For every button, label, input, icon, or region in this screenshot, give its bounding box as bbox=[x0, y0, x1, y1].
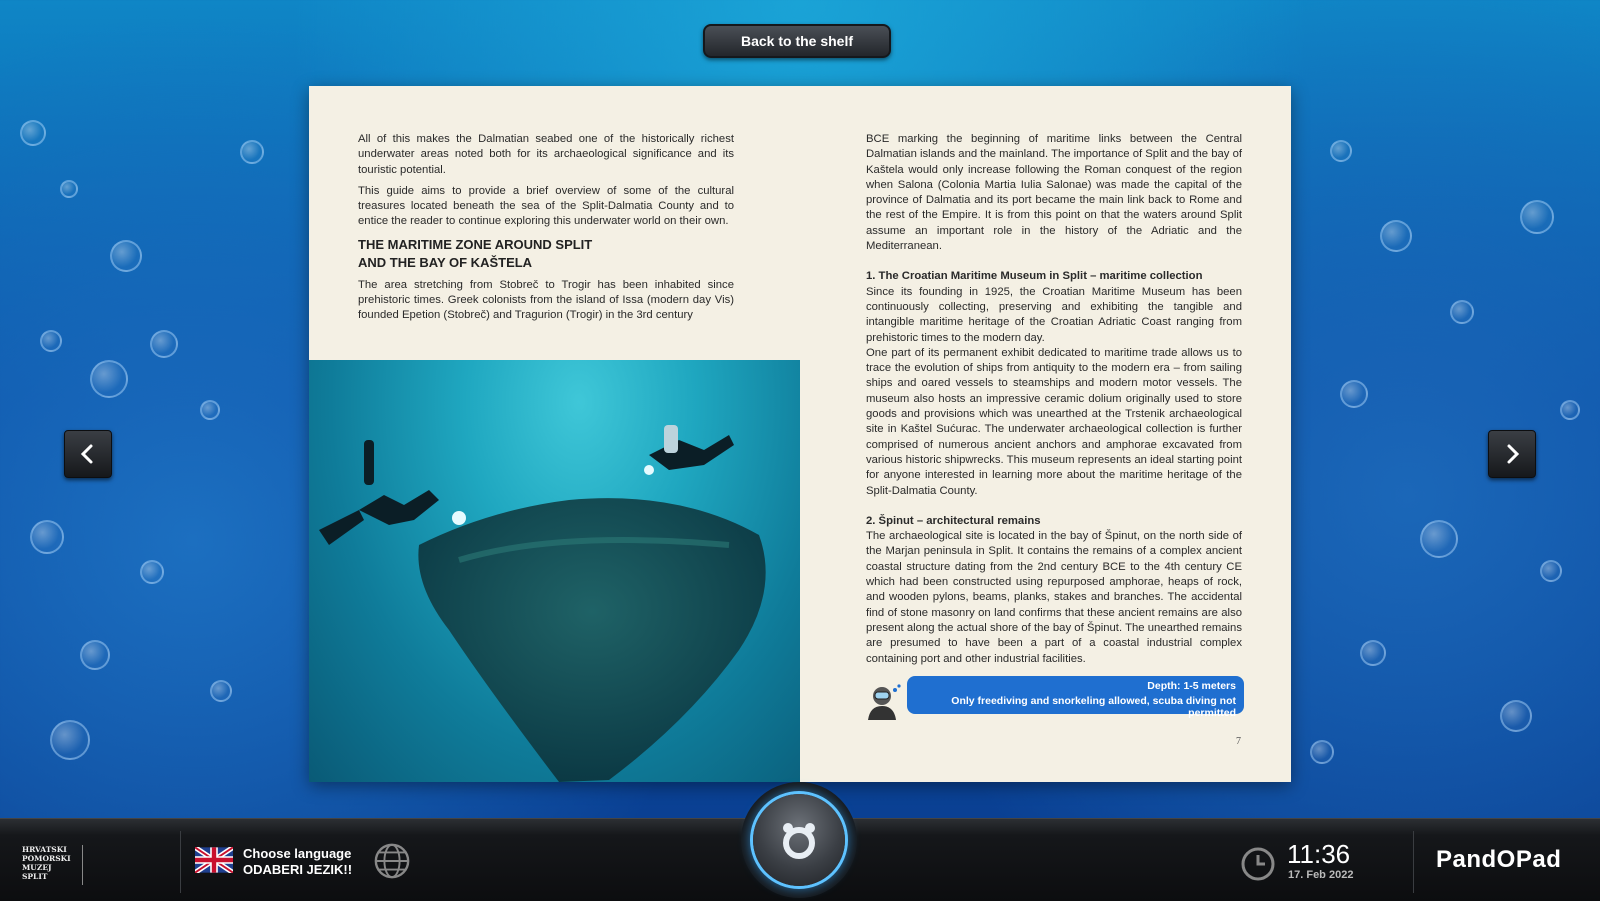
heading-line-1: THE MARITIME ZONE AROUND SPLIT bbox=[358, 236, 593, 252]
previous-page-button[interactable] bbox=[64, 430, 112, 478]
diving-rule: Only freediving and snorkeling allowed, scuba diving not permitted bbox=[951, 695, 1236, 719]
divider bbox=[180, 831, 181, 893]
right-paragraph-1: BCE marking the beginning of maritime links between the Central Dalmatian islands and the mainland. The importance of Split and the bay of Kaštela would only increase following the Roman conquest of the region when Salona (Colonia Martia Iulia Salonae) was made the capital of the province of Dalmatia and its port became the main link back to Rome and the rest of the Empire. It is from this point on that the waters around Split assume an important role in the history of the Adriatic and the Mediterranean. bbox=[866, 133, 1242, 253]
page-number: 7 bbox=[1236, 736, 1241, 747]
left-page bbox=[309, 86, 800, 782]
choose-language-label[interactable]: Choose language bbox=[243, 846, 352, 861]
section-1-title: 1. The Croatian Maritime Museum in Split – maritime collection bbox=[866, 270, 1203, 283]
section-2-paragraph-1: The archaeological site is located in the bay of Špinut, on the north side of the Marjan peninsula in Split. It contains the remains of a complex ancient coastal structure dating from the 2nd century BCE to the 4th century CE which had been constructed using repurposed amphorae, heaps of rock, and wooden pylons, beams, planks, stakes and branches. The accidental find of stone masonry on land confirms that these ancient remains are also present along the actual shore of the bay of Špinut. The unearthed remains are presumed to have been a part of a coastal industrial complex containing port and other industrial facilities. bbox=[866, 530, 1242, 665]
heading-line-2: AND THE BAY OF KAŠTELA bbox=[358, 254, 533, 270]
pandopad-logo: PandOPad bbox=[1436, 846, 1562, 873]
left-paragraph-1: All of this makes the Dalmatian seabed one of the historically richest underwater areas noted both for its archaeological significance and its touristic potential. bbox=[358, 133, 734, 176]
chevron-right-icon bbox=[1500, 442, 1524, 466]
section-heading bbox=[358, 236, 734, 272]
depth-range: Depth: 1-5 meters bbox=[1147, 680, 1236, 692]
right-page bbox=[800, 86, 1291, 782]
next-page-button[interactable] bbox=[1488, 430, 1536, 478]
diver-shipwreck-photo bbox=[309, 360, 800, 782]
left-paragraph-2: This guide aims to provide a brief overview of some of the cultural treasures located beneath the sea of the Split-Dalmatia County and to entice the reader to continue exploring this underwater world on their own. bbox=[358, 184, 734, 228]
choose-language-label-hr[interactable]: ODABERI JEZIK!! bbox=[243, 862, 353, 877]
pandopad-home-icon bbox=[777, 818, 821, 862]
museum-logo: HRVATSKI POMORSKI MUZEJ SPLIT bbox=[22, 845, 83, 885]
section-1-paragraph-2: One part of its permanent exhibit dedicated to maritime trade allows us to trace the evolution of ships from antiquity to the modern era – from sailing ships and oared vessels to steamships and modern motor vessels. The museum also hosts an impressive ceramic dolium originally used to store goods and provisions which was unearthed at the Trstenik archaeological site in Kaštel Sućurac. The underwater archaeological collection is further comprised of numerous ancient anchors and amphorae excavated from various historic shipwrecks. This museum represents an ideal starting point for anyone interested in learning more about the maritime heritage of the Split-Dalmatia County. bbox=[866, 346, 1242, 497]
back-to-shelf-button[interactable]: Back to the shelf bbox=[703, 24, 891, 58]
home-button[interactable] bbox=[753, 794, 845, 886]
clock-time: 11:36 bbox=[1287, 839, 1351, 869]
divider bbox=[1413, 831, 1414, 893]
globe-icon[interactable] bbox=[373, 842, 411, 880]
clock-icon bbox=[1240, 846, 1276, 882]
uk-flag-icon[interactable] bbox=[195, 847, 233, 873]
depth-info bbox=[864, 676, 1244, 720]
diver-icon bbox=[864, 682, 904, 720]
section-2-title: 2. Špinut – architectural remains bbox=[866, 514, 1041, 527]
left-page-text bbox=[358, 132, 734, 330]
section-1-paragraph-1: Since its founding in 1925, the Croatian Maritime Museum has been continuously collecting, preserving and exhibiting the tangible and intangible maritime heritage of the Croatian Adriatic Coast ranging from prehistoric times to the modern day. bbox=[866, 285, 1242, 344]
clock-date: 17. Feb 2022 bbox=[1288, 869, 1354, 881]
book-spread bbox=[309, 86, 1291, 782]
right-page-text bbox=[866, 132, 1242, 667]
left-paragraph-3: The area stretching from Stobreč to Trogir has been inhabited since prehistoric times. Greek colonists from the island of Issa (modern day Vis) founded Epetion (Stobreč) and Tragurion (Trogir) in the 3rd century bbox=[358, 278, 734, 322]
depth-note-box bbox=[907, 676, 1244, 719]
chevron-left-icon bbox=[76, 442, 100, 466]
